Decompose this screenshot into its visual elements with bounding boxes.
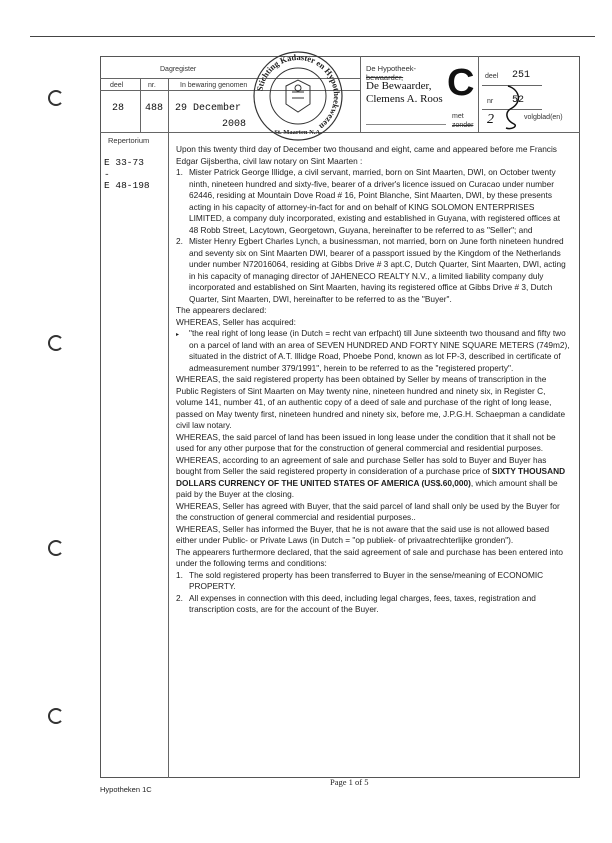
party-text: Mister Patrick George Illidge, a civil servant, married, born on Sint Maarten, DWI, on October twenty ninth, nineteen hundred and sixty-five, bearer of a driver's licence issued on Curacao under number 62446, residing at Mountain Dove Road # 16, Point Blanche, Sint Maarten, DWI, by these presents acting in his capacity of attorney-in-fact for and on behalf of KING SOLOMON ENTERPRISES LIMITED, a company duly incorporated, existing and established in Guyana, with registered offices at 48 Robb Street, Lacytown, Georgetown, Guyana, hereinafter to be referred to as "Seller"; and — [189, 167, 561, 235]
hypotheek-label: De Hypotheek- — [366, 64, 417, 73]
repertorium-entry: E 48-198 — [104, 180, 150, 191]
met-label: met — [452, 113, 464, 120]
lease-text: "the real right of long lease (in Dutch = recht van erfpacht) till June sixteenth two thousand and fifty two on a parcel of land with an area of SEVEN HUNDRED AND FORTY NINE SQUARE METERS (749m2), situated in the district of A.T. Illidge Road, Phoebe Pond, known as lot FP-3, described in certificate of admeasurement number 379/1991", herein to be referred to as the "registered property". — [189, 328, 570, 373]
right-deel-value: 251 — [512, 70, 531, 81]
top-rule — [30, 36, 595, 37]
page-number: Page 1 of 5 — [330, 777, 369, 787]
bullet-arrow-icon: ▸ — [176, 332, 180, 338]
deed-body — [176, 144, 571, 616]
term-number: 1. — [176, 569, 183, 580]
term-text: The sold registered property has been transferred to Buyer in the sense/meaning of ECONOMIC PROPERTY. — [189, 569, 544, 591]
repertorium-entry: E 33-73 — [104, 157, 144, 168]
right-nr-value: 52 — [512, 95, 525, 106]
term-item — [176, 593, 571, 616]
party-number: 1. — [176, 167, 183, 177]
binder-hole-icon — [48, 708, 64, 724]
zonder-label: zonder — [452, 122, 474, 129]
term-item — [176, 570, 571, 593]
whereas-agreement — [176, 455, 571, 501]
whereas-obtained: WHEREAS, the said registered property has been obtained by Seller by means of transcription in the Public Registers of Sint Maarten on May twenty nine, nineteen hundred and ninety six, in Register C, volume 141, number 41, of an authentic copy of a deed of sale and purchase of the right of long lease, passed on May twenty first, nineteen hundred and ninety six, before me, J.P.G.H. Schaepman a candidate civil law notary. — [176, 374, 566, 430]
header-col-divider — [360, 56, 361, 132]
whereas-acquired: WHEREAS, Seller has acquired: — [176, 316, 296, 327]
furthermore-paragraph: The appearers furthermore declared, that the said agreement of sale and purchase has been entered into under the following terms and conditions: — [176, 546, 563, 568]
party-item — [176, 167, 571, 236]
date-day-month: 29 December — [175, 103, 242, 114]
nr-label: nr. — [148, 82, 156, 89]
purchase-price: SIXTY THOUSAND DOLLARS CURRENCY OF THE UNITED STATES OF AMERICA (US$.60,000) — [176, 466, 566, 488]
stamp-ring-text: Stichting Kadaster en Hypotheekwezen — [254, 51, 343, 132]
header-col-divider — [140, 78, 141, 132]
register-letter: C — [447, 62, 475, 104]
party-text: Mister Henry Egbert Charles Lynch, a businessman, not married, born on June forth nineteen hundred and seventy six on Sint Maarten DWI, bearer of a passport issued by the Kingdom of the Netherlands under number N72016064, residing at Gibbs Drive # 3 apt.C, Dutch Quarter, Sint Maarten, DWI, acting in his capacity of managing director of JAHENECO REALTY N.V., a limited liability company duly incorporated and established on Sint Maarten, having its registered office at Gibbs Drive # 3, Dutch Quarter, Sint Maarten, DWI, hereinafter to be referred to as the "Buyer". — [189, 236, 566, 304]
bewaarder-stamp-line1: De Bewaarder, — [366, 80, 432, 92]
bewaarder-label: bewaarder, — [366, 73, 404, 82]
bewaring-label: In bewaring genomen — [180, 82, 248, 89]
header-col-divider — [478, 56, 479, 132]
deel-label: deel — [110, 82, 124, 89]
registry-seal-stamp — [252, 50, 344, 142]
met-value-handwritten: 2 — [487, 112, 494, 127]
form-label: Hypotheken 1C — [100, 785, 152, 794]
stamp-bottom-text: St. Maarten N.A. — [274, 129, 322, 136]
agreement-text-end: , which amount shall be paid by the Buyer at the closing. — [176, 477, 558, 499]
repertorium-divider — [168, 132, 169, 778]
repertorium-label: Repertorium — [108, 136, 150, 145]
agreement-text: WHEREAS, according to an agreement of sale and purchase Seller has sold to Buyer and Buyer has bought from Seller the said registered property in consideration of a purchase price of — [176, 454, 547, 476]
whereas-issued: WHEREAS, the said parcel of land has been issued in long lease under the condition that it shall not be used for any other purpose that for the construction of general commercial and residential purposes. — [176, 431, 556, 453]
handwritten-mark-icon — [500, 84, 526, 132]
binder-hole-icon — [48, 335, 64, 351]
signature-line — [366, 124, 446, 125]
whereas-agreed: WHEREAS, Seller has agreed with Buyer, that the said parcel of land shall only be used by the Buyer for the construction of general commercial and residential purposes.. — [176, 500, 560, 522]
header-col-divider — [168, 78, 169, 132]
lease-item — [176, 328, 571, 374]
binder-hole-icon — [48, 90, 64, 106]
repertorium-dash: - — [104, 169, 110, 180]
party-number: 2. — [176, 236, 183, 246]
declared-paragraph: The appearers declared: — [176, 305, 267, 315]
right-nr-label: nr — [487, 98, 494, 105]
date-year: 2008 — [222, 119, 247, 130]
binder-hole-icon — [48, 540, 64, 556]
dagregister-label: Dagregister — [160, 66, 197, 73]
term-text: All expenses in connection with this deed, including legal charges, fees, taxes, registration and transcription costs, are for the account of the Buyer. — [189, 592, 536, 614]
nr-value: 488 — [145, 103, 164, 114]
term-number: 2. — [176, 592, 183, 603]
volgblad-label: volgblad(en) — [524, 114, 563, 121]
bewaarder-name: Clemens A. Roos — [366, 93, 443, 105]
deel-value: 28 — [112, 103, 125, 114]
party-item — [176, 236, 571, 305]
intro-paragraph: Upon this twenty third day of December two thousand and eight, came and appeared before me Francis Edgar Gijsbertha, civil law notary on Sint Maarten : — [176, 144, 557, 166]
whereas-informed: WHEREAS, Seller has informed the Buyer, that he is not aware that the said use is not allowed based either under Public- or Private Laws (in Dutch = "op publiek- of privaatrechterlijke gronden"). — [176, 523, 550, 545]
right-deel-label: deel — [485, 73, 499, 80]
